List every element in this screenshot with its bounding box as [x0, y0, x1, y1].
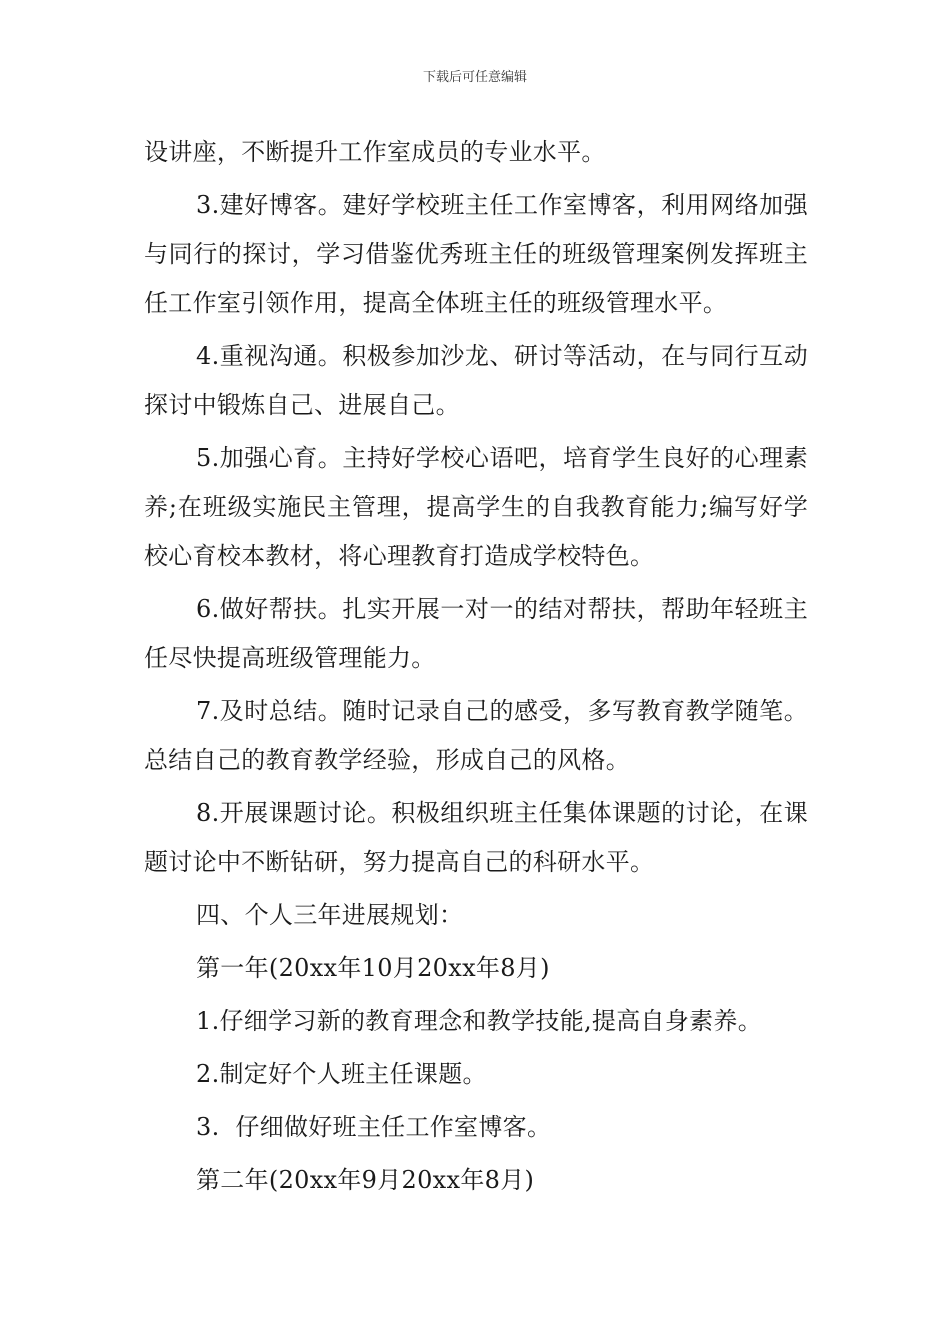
year-one-item-2: 2.制定好个人班主任课题。 [196, 1060, 487, 1088]
paragraph-continuation: 设讲座，不断提升工作室成员的专业水平。 [144, 138, 606, 166]
section-heading-plan: 四、个人三年进展规划： [196, 901, 464, 929]
paragraph-item-3: 3.建好博客。建好学校班主任工作室博客，利用网络加强与同行的探讨，学习借鉴优秀班主任的班级管理案例发挥班主任工作室引领作用，提高全体班主任的班级管理水平。 [144, 191, 808, 317]
year-two-heading: 第二年(20xx年9月20xx年8月) [196, 1166, 535, 1194]
document-body [144, 128, 808, 1205]
paragraph-item-8: 8.开展课题讨论。积极组织班主任集体课题的讨论，在课题讨论中不断钻研，努力提高自己的科研水平。 [144, 799, 808, 876]
paragraph-item-6: 6.做好帮扶。扎实开展一对一的结对帮扶，帮助年轻班主任尽快提高班级管理能力。 [144, 595, 808, 672]
page-header: 下载后可任意编辑 [422, 70, 527, 85]
paragraph-item-5: 5.加强心育。主持好学校心语吧，培育学生良好的心理素养;在班级实施民主管理，提高学生的自我教育能力;编写好学校心育校本教材，将心理教育打造成学校特色。 [144, 444, 808, 570]
paragraph-item-4: 4.重视沟通。积极参加沙龙、研讨等活动，在与同行互动探讨中锻炼自己、进展自己。 [144, 342, 808, 419]
year-one-item-3: 3. 仔细做好班主任工作室博客。 [196, 1113, 552, 1141]
year-one-item-1: 1.仔细学习新的教育理念和教学技能,提高自身素养。 [196, 1007, 763, 1035]
year-one-heading: 第一年(20xx年10月20xx年8月) [196, 954, 550, 982]
paragraph-item-7: 7.及时总结。随时记录自己的感受，多写教育教学随笔。总结自己的教育教学经验，形成自己的风格。 [144, 697, 808, 774]
